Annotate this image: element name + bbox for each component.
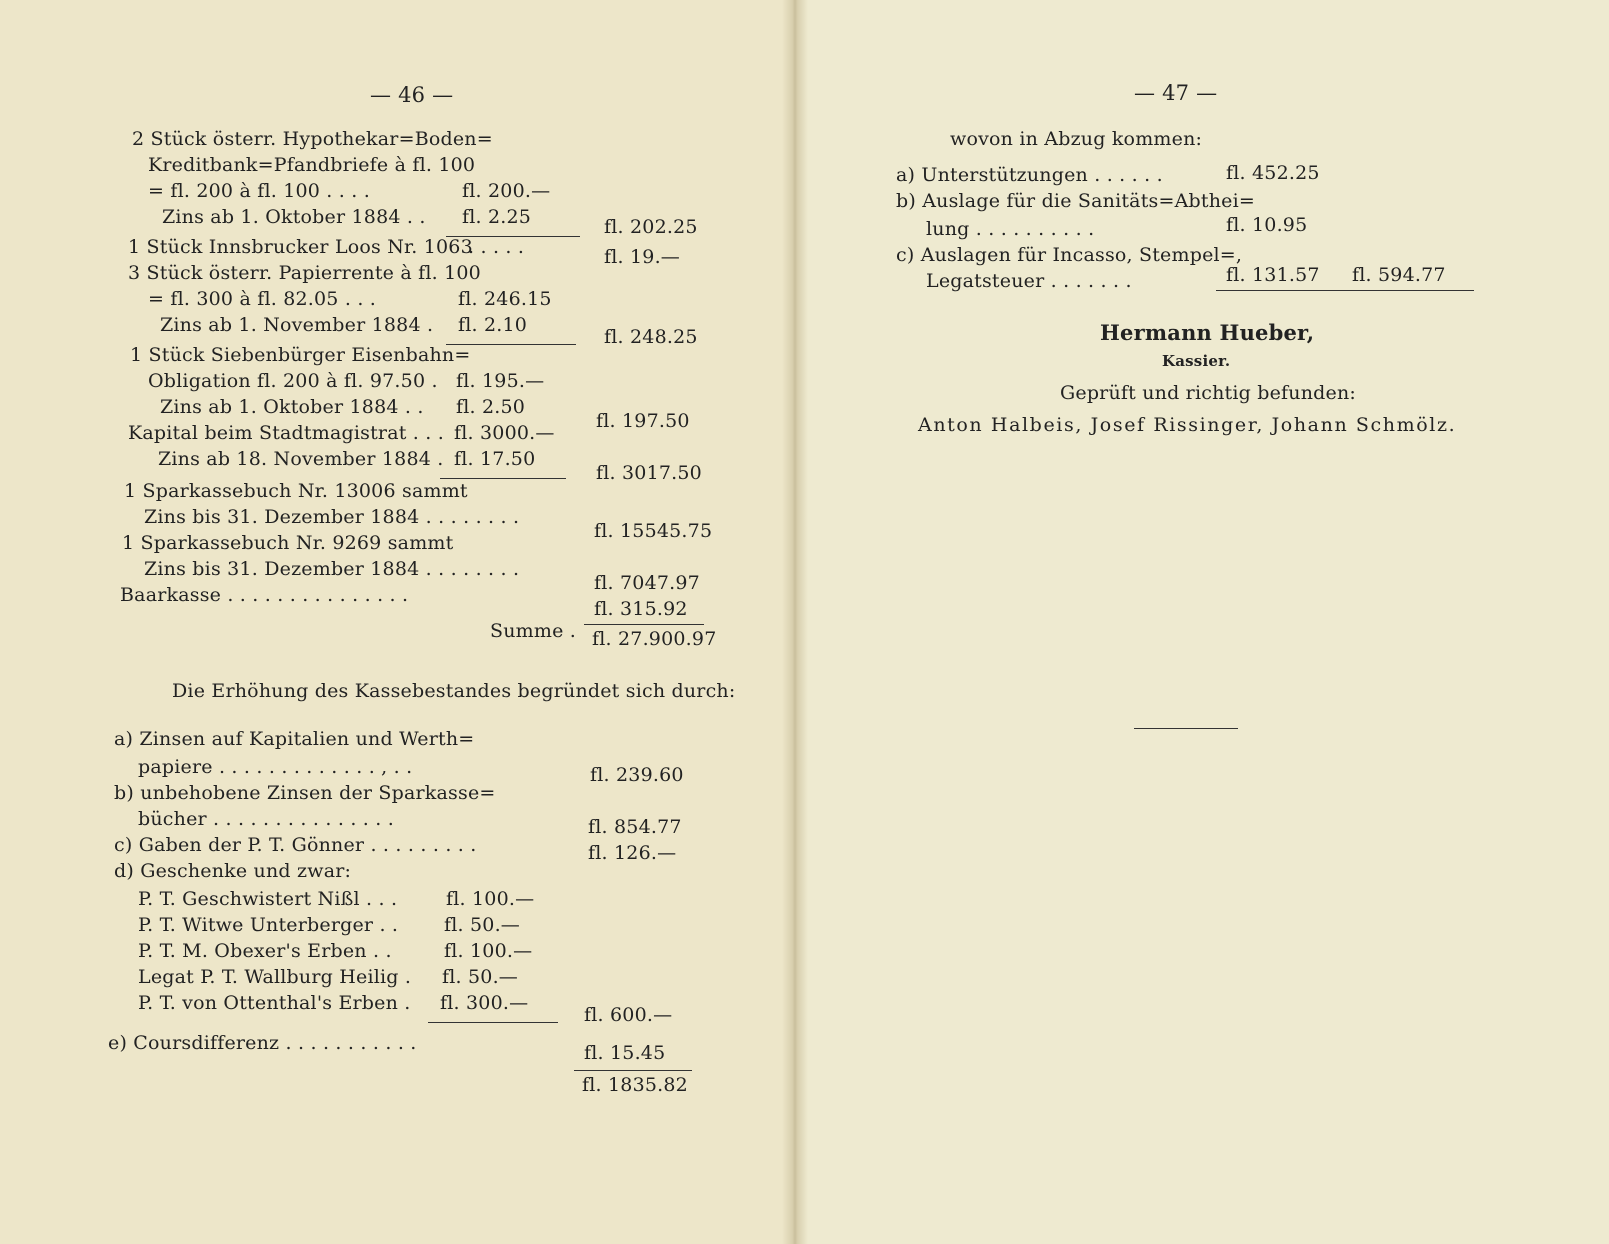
ledger-line: Obligation fl. 200 à fl. 97.50 . [148, 370, 438, 392]
amount-outer: fl. 315.92 [594, 598, 688, 620]
amount-outer: fl. 15545.75 [594, 520, 713, 542]
ledger-line: P. T. Witwe Unterberger . . [138, 914, 399, 936]
page-number-right: — 47 — [1134, 81, 1218, 105]
ledger-line: 1 Sparkassebuch Nr. 9269 sammt [122, 532, 454, 554]
sum-rule [1216, 290, 1474, 291]
sum-label: Summe . [490, 620, 577, 642]
subtotal-rule [428, 1022, 558, 1023]
left-page [0, 0, 792, 1244]
auditor-names: Anton Halbeis, Josef Rissinger, Johann Schmölz. [918, 414, 1457, 436]
ledger-line: b) unbehobene Zinsen der Sparkasse= [114, 782, 496, 804]
ledger-line: 1 Stück Innsbrucker Loos Nr. 1063 [128, 236, 473, 258]
amount-inner: fl. 452.25 [1226, 162, 1320, 184]
section-heading: wovon in Abzug kommen: [950, 128, 1203, 150]
ledger-line: Zins ab 18. November 1884 . [158, 448, 444, 470]
ledger-line: P. T. M. Obexer's Erben . . [138, 940, 392, 962]
right-page [800, 0, 1609, 1244]
amount-outer: fl. 7047.97 [594, 572, 700, 594]
amount-outer: fl. 197.50 [596, 410, 690, 432]
ledger-line: 1 Stück Siebenbürger Eisenbahn= [130, 344, 471, 366]
end-rule [1134, 728, 1238, 729]
amount-total: fl. 594.77 [1352, 264, 1446, 286]
ledger-line: 1 Sparkassebuch Nr. 13006 sammt [124, 480, 468, 502]
page-number-left: — 46 — [370, 83, 454, 107]
amount-inner: fl. 200.— [462, 180, 551, 202]
amount-outer: fl. 854.77 [588, 816, 682, 838]
amount-inner: fl. 195.— [456, 370, 545, 392]
amount-inner: fl. 10.95 [1226, 214, 1308, 236]
ledger-line: Baarkasse . . . . . . . . . . . . . . . [120, 584, 409, 606]
gift-amount: fl. 50.— [444, 914, 521, 936]
ledger-line: Zins ab 1. November 1884 . [160, 314, 434, 336]
ledger-line: P. T. Geschwistert Nißl . . . [138, 888, 398, 910]
gift-amount: fl. 300.— [440, 992, 529, 1014]
subtotal-rule [446, 344, 576, 345]
signer-name: Hermann Hueber, [1100, 320, 1315, 345]
ledger-line: lung . . . . . . . . . . [926, 218, 1095, 240]
amount-outer: fl. 248.25 [604, 326, 698, 348]
amount-inner: fl. 3000.— [454, 422, 555, 444]
amount-inner: fl. 2.10 [458, 314, 528, 336]
ledger-line: bücher . . . . . . . . . . . . . . . [138, 808, 394, 830]
amount-outer: fl. 15.45 [584, 1042, 666, 1064]
amount-inner: fl. 17.50 [454, 448, 536, 470]
ledger-line: Zins ab 1. Oktober 1884 . . [162, 206, 426, 228]
gift-amount: fl. 100.— [446, 888, 535, 910]
ledger-line: 2 Stück österr. Hypothekar=Boden= [132, 128, 493, 150]
amount-outer: fl. 3017.50 [596, 462, 702, 484]
amount-inner: fl. 131.57 [1226, 264, 1320, 286]
amount-inner: . . . . . [468, 236, 525, 258]
book-gutter [782, 0, 808, 1244]
ledger-line: P. T. von Ottenthal's Erben . [138, 992, 411, 1014]
ledger-line: Zins ab 1. Oktober 1884 . . [160, 396, 424, 418]
amount-inner: fl. 2.50 [456, 396, 526, 418]
ledger-line: Zins bis 31. Dezember 1884 . . . . . . . . [144, 558, 520, 580]
gift-amount: fl. 100.— [444, 940, 533, 962]
gift-amount: fl. 50.— [442, 966, 519, 988]
ledger-line: a) Unterstützungen . . . . . . [896, 164, 1163, 186]
audit-note: Geprüft und richtig befunden: [1060, 382, 1356, 404]
amount-outer: fl. 600.— [584, 1004, 673, 1026]
ledger-line: e) Coursdifferenz . . . . . . . . . . . [108, 1032, 417, 1054]
amount-outer: fl. 126.— [588, 842, 677, 864]
ledger-line: = fl. 200 à fl. 100 . . . . [148, 180, 370, 202]
ledger-line: a) Zinsen auf Kapitalien und Werth= [114, 728, 475, 750]
signer-role: Kassier. [1162, 352, 1231, 370]
amount-outer: fl. 19.— [604, 246, 681, 268]
section-heading: Die Erhöhung des Kassebestandes begründet sich durch: [172, 680, 736, 702]
ledger-line: d) Geschenke und zwar: [114, 860, 352, 882]
amount-outer: fl. 1835.82 [582, 1074, 688, 1096]
ledger-line: c) Gaben der P. T. Gönner . . . . . . . . . [114, 834, 477, 856]
ledger-line: = fl. 300 à fl. 82.05 . . . [148, 288, 377, 310]
sum-rule [574, 1070, 692, 1071]
ledger-line: Zins bis 31. Dezember 1884 . . . . . . . . [144, 506, 520, 528]
amount-inner: fl. 246.15 [458, 288, 552, 310]
amount-inner: fl. 2.25 [462, 206, 532, 228]
ledger-line: Kreditbank=Pfandbriefe à fl. 100 [148, 154, 476, 176]
ledger-line: b) Auslage für die Sanitäts=Abthei= [896, 190, 1256, 212]
amount-outer: fl. 239.60 [590, 764, 684, 786]
ledger-line: Legatsteuer . . . . . . . [926, 270, 1132, 292]
ledger-line: 3 Stück österr. Papierrente à fl. 100 [128, 262, 481, 284]
amount-outer: fl. 27.900.97 [592, 628, 717, 650]
amount-outer: fl. 202.25 [604, 216, 698, 238]
subtotal-rule [440, 478, 566, 479]
sum-rule [584, 624, 704, 625]
ledger-line: c) Auslagen für Incasso, Stempel=, [896, 244, 1243, 266]
ledger-line: Kapital beim Stadtmagistrat . . . [128, 422, 445, 444]
ledger-line: Legat P. T. Wallburg Heilig . [138, 966, 412, 988]
ledger-line: papiere . . . . . . . . . . . . . , . . [138, 756, 413, 778]
